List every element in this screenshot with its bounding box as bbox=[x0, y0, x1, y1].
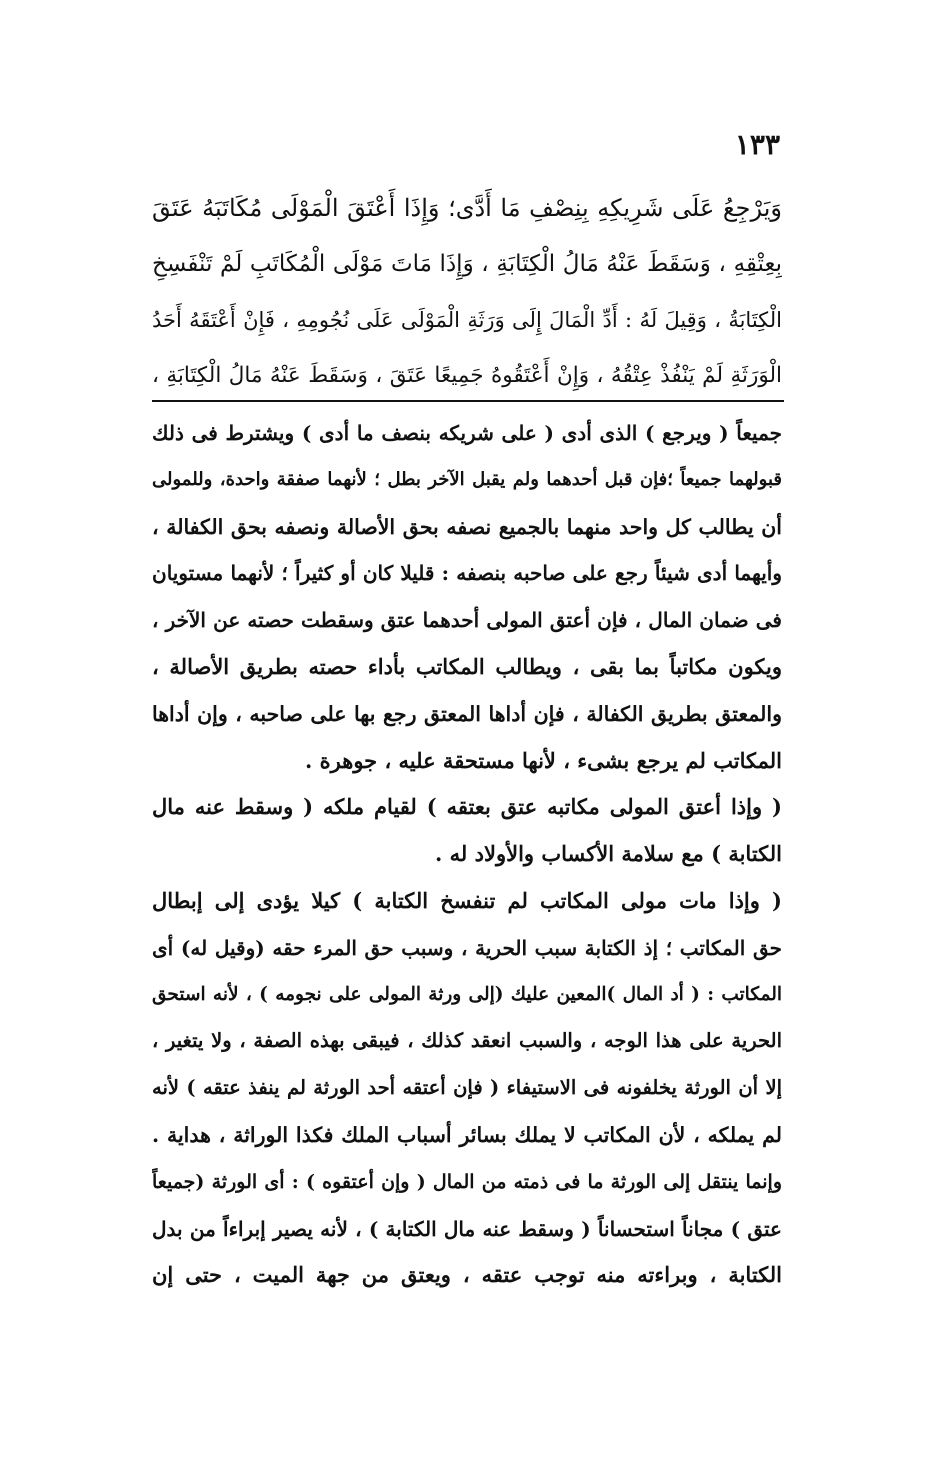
page-number: ١٣٣ bbox=[734, 128, 780, 161]
commentary-line: قبولهما جميعاً ؛فإن قبل أحدهما ولم يقبل الآخر بطل ؛ لأنهما صفقة واحدة، وللمولى bbox=[152, 468, 782, 490]
main-text-line: الْكِتَابَةُ ، وَقِيلَ لَهُ : أَدِّ الْمَالَ إِلَى وَرَثَةِ الْمَوْلَى عَلَى نُجُومِهِ ، فَإِنْ أَعْتَقَهُ أَحَدُ bbox=[152, 308, 782, 332]
commentary-line: الحرية على هذا الوجه ، والسبب انعقد كذلك ، فيبقى بهذه الصفة ، ولا يتغير ، bbox=[152, 1029, 782, 1053]
commentary-line: فى ضمان المال ، فإن أعتق المولى أحدهما عتق وسقطت حصته عن الآخر ، bbox=[152, 608, 782, 633]
commentary-line: حق المكاتب ؛ إذ الكتابة سبب الحرية ، وسبب حق المرء حقه (وقيل له) أى bbox=[152, 935, 782, 960]
commentary-line: ( وإذا أعتق المولى مكاتبه عتق بعتقه ) لقيام ملكه ( وسقط عنه مال bbox=[152, 794, 782, 820]
commentary-text bbox=[152, 410, 782, 1299]
commentary-line: وأيهما أدى شيئاً رجع على صاحبه بنصفه : قليلا كان أو كثيراً ؛ لأنهما مستويان bbox=[152, 561, 782, 586]
commentary-line: المكاتب : ( أد المال )المعين عليك (إلى ورثة المولى على نجومه ) ، لأنه استحق bbox=[152, 983, 782, 1005]
commentary-line: لم يملكه ، لأن المكاتب لا يملك بسائر أسباب الملك فكذا الوراثة ، هداية . bbox=[152, 1122, 782, 1147]
commentary-line: المكاتب لم يرجع بشىء ، لأنها مستحقة عليه ، جوهرة . bbox=[305, 747, 782, 773]
commentary-line: عتق ) مجاناً استحساناً ( وسقط عنه مال الكتابة ) ، لأنه يصير إبراءاً من بدل bbox=[152, 1216, 782, 1241]
commentary-line: والمعتق بطريق الكفالة ، فإن أداها المعتق رجع بها على صاحبه ، وإن أداها bbox=[152, 701, 782, 726]
main-text-line: وَيَرْجِعُ عَلَى شَرِيكِهِ بِنِصْفِ مَا أَدَّى؛ وَإِذَا أَعْتَقَ الْمَوْلَى مُكَاتَبَهُ عَتَقَ bbox=[152, 194, 782, 222]
main-text-line: بِعِتْقِهِ ، وَسَقَطَ عَنْهُ مَالُ الْكِتَابَةِ ، وَإِذَا مَاتَ مَوْلَى الْمُكَاتَبِ لَمْ تَنْفَسِخِ bbox=[152, 251, 782, 277]
commentary-line: ويكون مكاتباً بما بقى ، ويطالب المكاتب بأداء حصته بطريق الأصالة ، bbox=[152, 653, 782, 679]
main-text-line: الْوَرَثَةِ لَمْ يَنْفُذْ عِتْقُهُ ، وَإِنْ أَعْتَقُوهُ جَمِيعًا عَتَقَ ، وَسَقَطَ عَنْهُ مَالُ الْكِتَابَةِ ، bbox=[152, 363, 782, 388]
commentary-line: وإنما ينتقل إلى الورثة ما فى ذمته من المال ( وإن أعتقوه ) : أى الورثة (جميعاً bbox=[152, 1170, 782, 1193]
commentary-line: الكتابة ، وبراءته منه توجب عتقه ، ويعتق من جهة الميت ، حتى إن bbox=[152, 1262, 782, 1288]
commentary-line: الكتابة ) مع سلامة الأكساب والأولاد له . bbox=[435, 841, 782, 867]
section-divider bbox=[152, 400, 784, 402]
commentary-line: جميعاً ( ويرجع ) الذى أدى ( على شريكه بنصف ما أدى ) ويشترط فى ذلك bbox=[152, 421, 782, 445]
commentary-line: ( وإذا مات مولى المكاتب لم تنفسخ الكتابة ) كيلا يؤدى إلى إبطال bbox=[152, 887, 782, 913]
commentary-line: إلا أن الورثة يخلفونه فى الاستيفاء ( فإن أعتقه أحد الورثة لم ينفذ عتقه ) لأنه bbox=[152, 1076, 782, 1100]
main-text bbox=[152, 180, 782, 404]
commentary-line: أن يطالب كل واحد منهما بالجميع نصفه بحق الأصالة ونصفه بحق الكفالة ، bbox=[152, 514, 782, 539]
